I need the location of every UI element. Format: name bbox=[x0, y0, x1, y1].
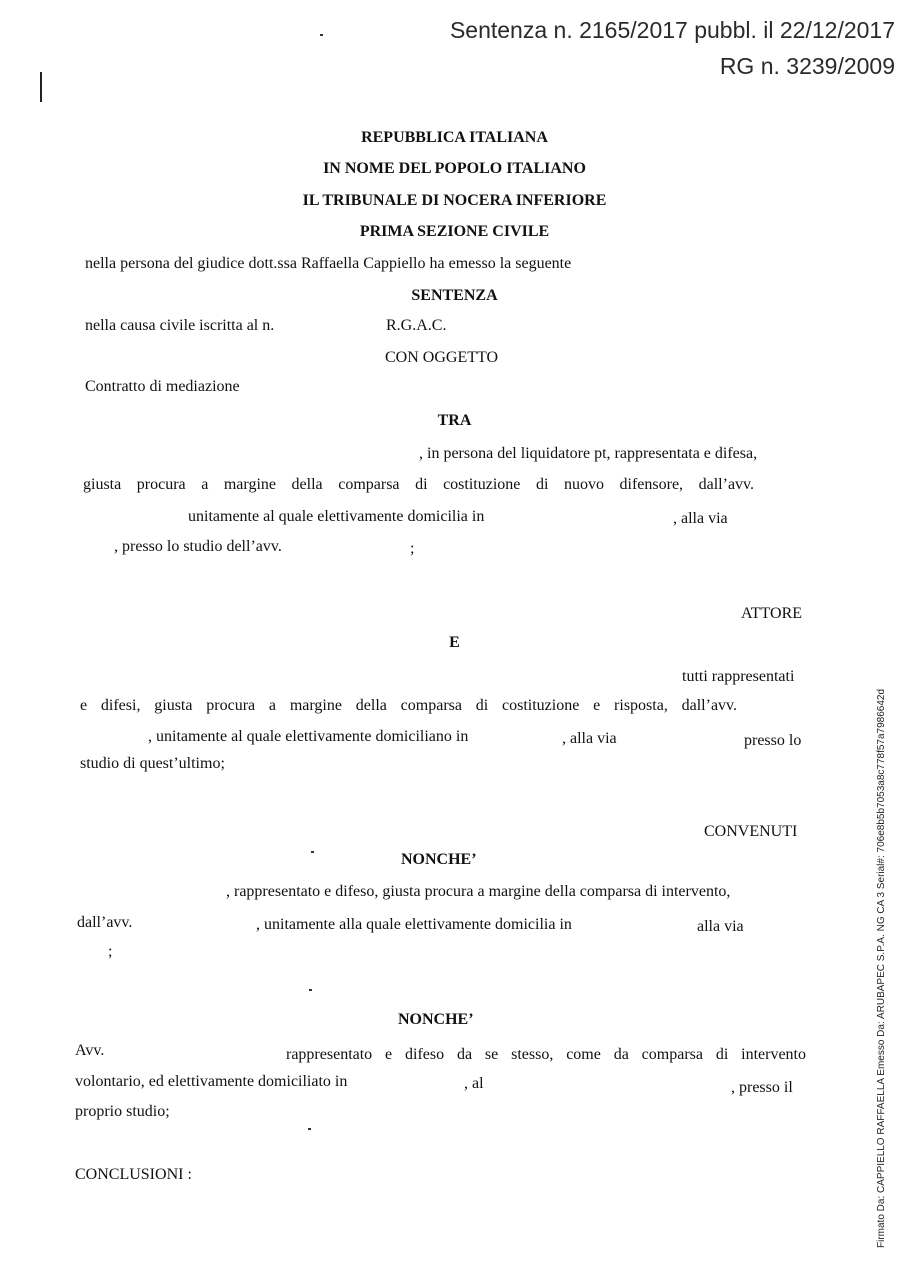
digital-signature: Firmato Da: CAPPIELLO RAFFAELLA Emesso Da: ARUBAPEC S.P.A. NG CA 3 Serial#: 706e8b5b7053a8c778f57a7986642d bbox=[876, 688, 887, 1248]
nonche-2-line-2a: volontario, ed elettivamente domiciliato in bbox=[75, 1073, 348, 1090]
tra-label: TRA bbox=[437, 412, 472, 429]
attore-line-3b: , alla via bbox=[673, 510, 728, 527]
convenuti-line-1: tutti rappresentati bbox=[682, 668, 795, 685]
convenuti-line-3a: , unitamente al quale elettivamente domiciliano in bbox=[148, 728, 469, 745]
case-registry-number: RG n. 3239/2009 bbox=[719, 53, 895, 79]
nonche-1-label: NONCHE’ bbox=[401, 851, 477, 868]
nonche-1-line-1: , rappresentato e difeso, giusta procura a margine della comparsa di intervento, bbox=[226, 883, 731, 900]
nonche-2-line-2c: , presso il bbox=[731, 1079, 793, 1096]
nonche-2-line-2b: , al bbox=[464, 1075, 484, 1092]
attore-role: ATTORE bbox=[741, 605, 803, 622]
nonche-2-line-1a: Avv. bbox=[75, 1042, 105, 1059]
convenuti-line-4: studio di quest’ultimo; bbox=[80, 755, 225, 772]
case-object: Contratto di mediazione bbox=[85, 378, 240, 395]
nonche-2-line-3: proprio studio; bbox=[75, 1103, 170, 1120]
attore-line-3a: unitamente al quale elettivamente domicilia in bbox=[188, 508, 485, 525]
nonche-1-line-2c: alla via bbox=[697, 918, 744, 935]
attore-line-2: giusta procura a margine della comparsa di costituzione di nuovo difensore, dall’avv. bbox=[83, 476, 754, 493]
e-label: E bbox=[449, 634, 460, 651]
scan-mark bbox=[40, 72, 42, 102]
case-rgac: R.G.A.C. bbox=[386, 317, 447, 334]
heading-republic: REPUBBLICA ITALIANA bbox=[361, 129, 548, 146]
heading-court: IL TRIBUNALE DI NOCERA INFERIORE bbox=[302, 192, 607, 209]
heading-people: IN NOME DEL POPOLO ITALIANO bbox=[323, 160, 586, 177]
heading-section: PRIMA SEZIONE CIVILE bbox=[359, 223, 550, 240]
convenuti-line-3b: , alla via bbox=[562, 730, 617, 747]
nonche-2-label: NONCHE’ bbox=[398, 1011, 474, 1028]
nonche-2-line-1b: rappresentato e difeso da se stesso, come da comparsa di intervento bbox=[286, 1046, 806, 1063]
case-object-label: CON OGGETTO bbox=[385, 349, 499, 366]
scan-dot bbox=[311, 851, 314, 853]
convenuti-line-2: e difesi, giusta procura a margine della comparsa di costituzione e risposta, dall’avv. bbox=[80, 697, 737, 714]
sentence-number: Sentenza n. 2165/2017 pubbl. il 22/12/2017 bbox=[449, 17, 895, 43]
case-line: nella causa civile iscritta al n. bbox=[85, 317, 275, 334]
nonche-1-line-2b: , unitamente alla quale elettivamente domicilia in bbox=[256, 916, 572, 933]
scan-dot bbox=[308, 1128, 311, 1130]
attore-line-4a: , presso lo studio dell’avv. bbox=[114, 538, 282, 555]
convenuti-line-3c: presso lo bbox=[744, 732, 802, 749]
scan-dot bbox=[320, 34, 323, 36]
judge-line: nella persona del giudice dott.ssa Raffaella Cappiello ha emesso la seguente bbox=[85, 255, 572, 272]
convenuti-role: CONVENUTI bbox=[704, 823, 798, 840]
nonche-1-line-2a: dall’avv. bbox=[77, 914, 133, 931]
attore-line-4b: ; bbox=[410, 540, 415, 557]
attore-line-1: , in persona del liquidatore pt, rappresentata e difesa, bbox=[419, 445, 758, 462]
nonche-1-line-3: ; bbox=[108, 943, 113, 960]
conclusions-label: CONCLUSIONI : bbox=[75, 1166, 192, 1183]
sentence-title: SENTENZA bbox=[411, 287, 498, 304]
scan-dot bbox=[309, 989, 312, 991]
